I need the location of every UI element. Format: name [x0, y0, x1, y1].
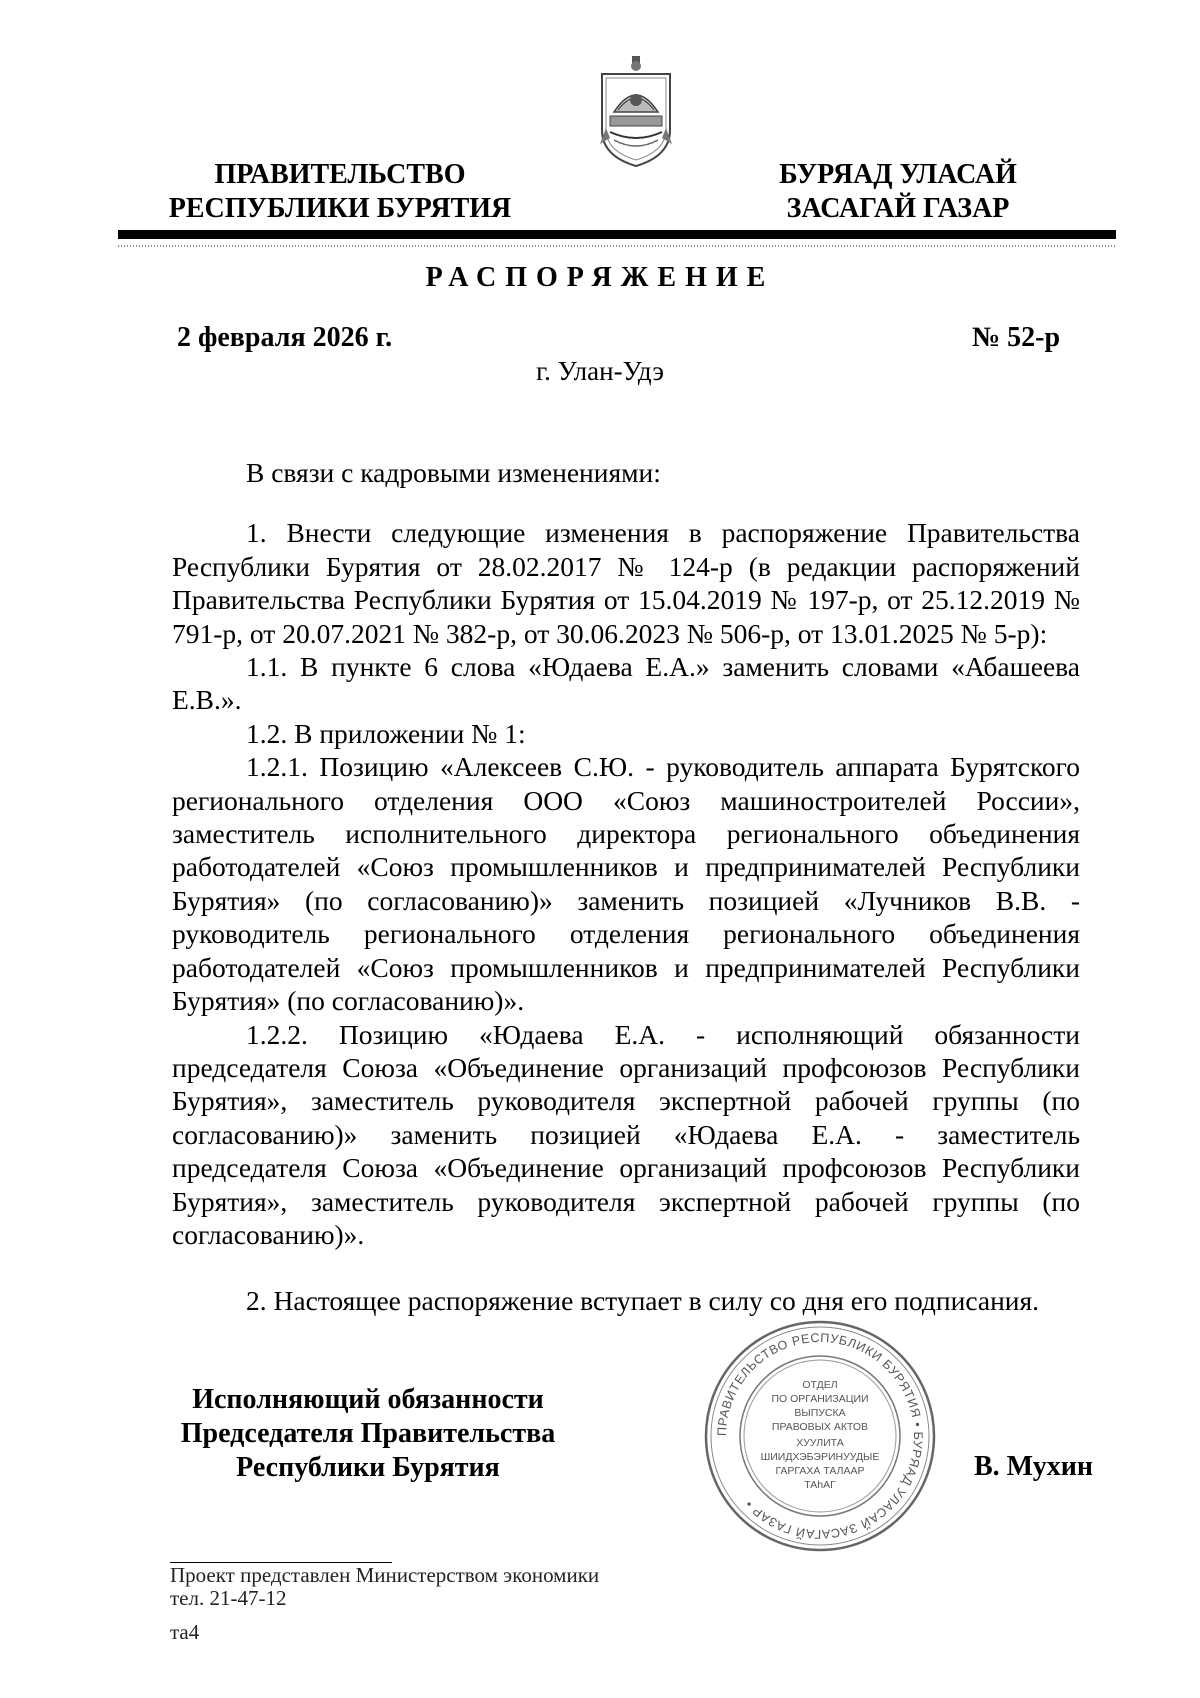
signer-title	[168, 1383, 568, 1485]
footer-line2: тел. 21-47-12	[170, 1586, 287, 1610]
document-city: г. Улан-Удэ	[536, 356, 664, 386]
body-paragraph-1-1: 1.1. В пункте 6 слова «Юдаева Е.А.» заменить словами «Абашеева Е.В.».	[172, 651, 1080, 716]
document-type: РАСПОРЯЖЕНИЕ	[425, 262, 775, 293]
signer-title-line2: Председателя Правительства	[180, 1418, 556, 1449]
org-name-buryat	[738, 158, 1058, 226]
org-name-buryat-line2: ЗАСАГАЙ ГАЗАР	[786, 193, 1010, 224]
footer-code: та4	[170, 1620, 200, 1644]
seal-line4: ПРАВОВЫХ АКТОВ	[771, 1421, 869, 1433]
seal-outer-text: ПРАВИТЕЛЬСТВО РЕСПУБЛИКИ БУРЯТИЯ • БУРЯАД УЛАСАЙ ЗАСАГАЙ ГАЗАР •	[714, 1330, 926, 1542]
body-intro: В связи с кадровыми изменениями:	[246, 457, 661, 488]
body-paragraph-1: 1. Внести следующие изменения в распоряжение Правительства Республики Бурятия от 28.02.2017 № 124-р (в редакции распоряжений Правительства Республики Бурятия от 15.04.2019 № 197-р, от 25.12.2019 № 791-р, от 20.07.2021 № 382-р, от 30.06.2023 № 506-р, от 13.01.2025 № 5-р):	[172, 517, 1080, 649]
footer-note	[170, 1564, 770, 1610]
svg-text:ПРАВИТЕЛЬСТВО РЕСПУБЛИКИ БУРЯТ	[715, 1331, 925, 1541]
header-divider-thick	[118, 230, 1116, 239]
document-date: 2 февраля 2026 г.	[177, 322, 393, 353]
footer-line1: Проект представлен Министерством экономики	[170, 1563, 600, 1587]
official-seal-icon	[700, 1316, 940, 1556]
seal-line5: ХУУЛИТА	[796, 1437, 844, 1449]
seal-line3: ВЫПУСКА	[794, 1407, 846, 1419]
signer-title-line3: Республики Бурятия	[236, 1452, 500, 1483]
org-name-buryat-line1: БУРЯАД УЛАСАЙ	[779, 159, 1017, 190]
body-paragraph-1-2: 1.2. В приложении № 1:	[246, 717, 526, 749]
seal-line8: ТАһАГ	[804, 1479, 836, 1491]
seal-line1: ОТДЕЛ	[802, 1379, 838, 1391]
org-name-russian-line1: ПРАВИТЕЛЬСТВО	[214, 159, 466, 190]
document-number: № 52-р	[972, 322, 1061, 353]
seal-line6: ШИИДХЭБЭРИНУУДЫЕ	[760, 1451, 880, 1463]
org-name-russian-line2: РЕСПУБЛИКИ БУРЯТИЯ	[168, 193, 512, 224]
signer-title-line1: Исполняющий обязанности	[192, 1384, 544, 1415]
signer-name: В. Мухин	[974, 1451, 1093, 1482]
body-paragraph-1-2-1: 1.2.1. Позицию «Алексеев С.Ю. - руководитель аппарата Бурятского регионального отделения ООО «Союз машиностроителей России», заместитель исполнительного директора регионального объединения работодателей «Союз промышленников и предпринимателей Республики Бурятия» (по согласованию)» заменить позицией «Лучников В.В. - руководитель регионального отделения регионального объединения работодателей «Союз промышленников и предпринимателей Республики Бурятия» (по согласованию)».	[172, 751, 1080, 1017]
body-paragraph-1-2-2: 1.2.2. Позицию «Юдаева Е.А. - исполняющий обязанности председателя Союза «Объединение организаций профсоюзов Республики Бурятия», заместитель руководителя экспертной рабочей группы (по согласованию)» заменить позицией «Юдаева Е.А. - заместитель председателя Союза «Объединение организаций профсоюзов Республики Бурятия», заместитель руководителя экспертной рабочей группы (по согласованию)».	[172, 1018, 1080, 1250]
coat-of-arms-icon	[596, 52, 676, 170]
header-divider-thin	[118, 245, 1116, 247]
seal-line7: ГАРГАХА ТАЛААР	[775, 1465, 865, 1477]
seal-line2: ПО ОРГАНИЗАЦИИ	[771, 1393, 869, 1405]
body-paragraph-2: 2. Настоящее распоряжение вступает в силу со дня его подписания.	[246, 1285, 1040, 1317]
document-body	[172, 456, 1080, 1318]
org-name-russian	[150, 158, 530, 226]
